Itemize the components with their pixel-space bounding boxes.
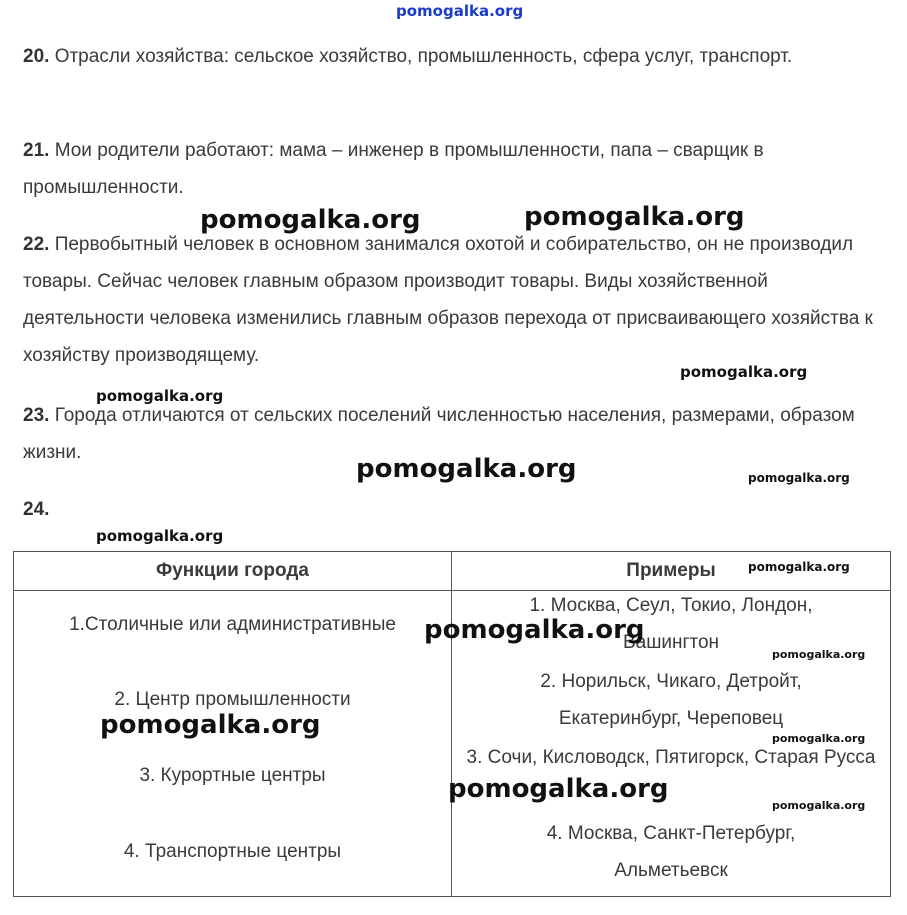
watermark: pomogalka.org <box>748 471 850 485</box>
header-functions: Функции города <box>14 552 452 591</box>
answer-text: Отрасли хозяйства: сельское хозяйство, промышленность, сфера услуг, транспорт. <box>49 46 793 67</box>
example-item: 1. Москва, Сеул, Токио, Лондон, Вашингтон <box>529 595 813 653</box>
example-item: 2. Норильск, Чикаго, Детройт, Екатеринбург, Череповец <box>540 671 802 729</box>
example-item: 3. Сочи, Кисловодск, Пятигорск, Старая Русса <box>466 747 876 768</box>
answer-number: 22. <box>23 234 50 255</box>
watermark: pomogalka.org <box>772 648 866 661</box>
watermark: pomogalka.org <box>772 799 866 812</box>
watermark: pomogalka.org <box>96 387 224 405</box>
watermark: pomogalka.org <box>96 527 224 545</box>
function-item: 2. Центр промышленности <box>114 689 351 710</box>
answer-21 <box>23 132 883 206</box>
answer-22 <box>23 226 883 374</box>
function-item: 3. Курортные центры <box>139 765 326 786</box>
answer-number: 21. <box>23 140 50 161</box>
example-item: 4. Москва, Санкт-Петербург, Альметьевск <box>546 823 796 881</box>
watermark: pomogalka.org <box>748 560 850 574</box>
watermark: pomogalka.org <box>424 615 645 645</box>
answer-text: Первобытный человек в основном занимался охотой и собирательство, он не производил товары. Сейчас человек главным образом производит товары. Виды хозяйственной деятельности человека изменились главным образов перехода от присваивающего хозяйства к хозяйству производящему. <box>23 234 873 366</box>
watermark-top: pomogalka.org <box>396 2 524 20</box>
answer-number: 24. <box>23 499 50 520</box>
function-item: 1.Столичные или административные <box>69 614 396 635</box>
watermark: pomogalka.org <box>356 454 577 484</box>
watermark: pomogalka.org <box>100 710 321 740</box>
watermark: pomogalka.org <box>524 202 745 232</box>
answer-24 <box>23 491 883 528</box>
watermark: pomogalka.org <box>448 774 669 804</box>
answer-number: 20. <box>23 46 50 67</box>
watermark: pomogalka.org <box>772 732 866 745</box>
answer-text: Мои родители работают: мама – инженер в промышленности, папа – сварщик в промышленности. <box>23 140 764 198</box>
header-examples: Примеры <box>452 552 891 591</box>
watermark: pomogalka.org <box>200 205 421 235</box>
answer-20 <box>23 38 883 75</box>
watermark: pomogalka.org <box>680 363 808 381</box>
functions-cell <box>14 591 452 897</box>
answer-text: Города отличаются от сельских поселений численностью населения, размерами, образом жизни. <box>23 405 855 463</box>
function-item: 4. Транспортные центры <box>123 841 342 862</box>
answer-number: 23. <box>23 405 50 426</box>
